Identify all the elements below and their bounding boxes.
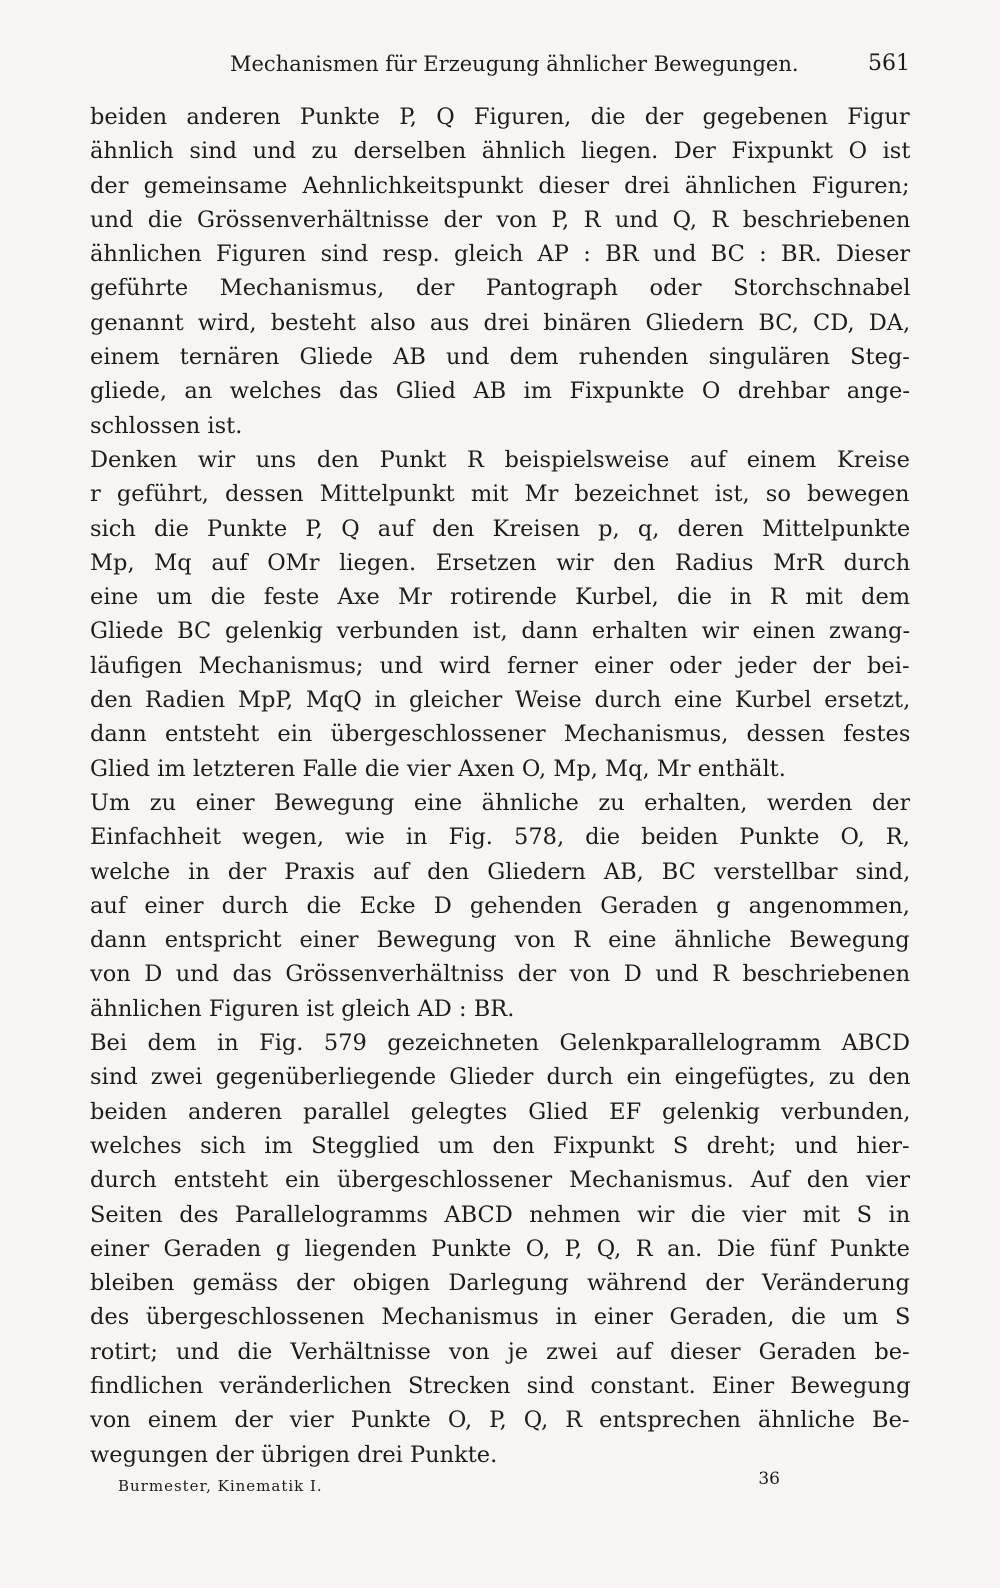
footer-author: Burmester, Kinematik I.	[118, 1477, 323, 1495]
text-line: Mp, Mq auf OMr liegen. Ersetzen wir den Radius MrR durch	[90, 549, 910, 576]
text-line: läufigen Mechanismus; und wird ferner einer oder jeder der bei-	[90, 652, 910, 679]
text-line: einer Geraden g liegenden Punkte O, P, Q, R an. Die fünf Punkte	[90, 1235, 910, 1262]
text-line: Bei dem in Fig. 579 gezeichneten Gelenkparallelogramm ABCD	[90, 1030, 910, 1057]
text-line: Gliede BC gelenkig verbunden ist, dann erhalten wir einen zwang-	[90, 618, 910, 645]
text-line: einem ternären Gliede AB und dem ruhenden singulären Steg-	[90, 344, 910, 371]
text-line: von einem der vier Punkte O, P, Q, R entsprechen ähnliche Be-	[90, 1407, 910, 1434]
text-line: ähnlichen Figuren sind resp. gleich AP : BR und BC : BR. Dieser	[90, 241, 910, 268]
text-line: Glied im letzteren Falle die vier Axen O, Mp, Mq, Mr enthält.	[90, 755, 786, 782]
text-line: bleiben gemäss der obigen Darlegung während der Veränderung	[90, 1270, 910, 1297]
text-line: genannt wird, besteht also aus drei binären Gliedern BC, CD, DA,	[90, 309, 910, 336]
text-line: Denken wir uns den Punkt R beispielsweise auf einem Kreise	[90, 446, 910, 473]
text-line: sind zwei gegenüberliegende Glieder durch ein eingefügtes, zu den	[90, 1064, 910, 1091]
text-line: beiden anderen Punkte P, Q Figuren, die der gegebenen Figur	[90, 104, 910, 130]
text-line: ähnlichen Figuren ist gleich AD : BR.	[90, 995, 515, 1022]
text-line: gliede, an welches das Glied AB im Fixpunkte O drehbar ange-	[90, 378, 910, 405]
text-line: geführte Mechanismus, der Pantograph oder Storchschnabel	[90, 275, 910, 302]
text-line: Um zu einer Bewegung eine ähnliche zu erhalten, werden der	[90, 789, 910, 816]
text-line: ähnlich sind und zu derselben ähnlich liegen. Der Fixpunkt O ist	[90, 138, 910, 165]
text-line: welches sich im Stegglied um den Fixpunkt S dreht; und hier-	[90, 1132, 910, 1159]
signature-mark: 36	[758, 1469, 780, 1489]
text-line: sich die Punkte P, Q auf den Kreisen p, q, deren Mittelpunkte	[90, 515, 910, 542]
text-line: den Radien MpP, MqQ in gleicher Weise durch eine Kurbel ersetzt,	[90, 687, 910, 714]
text-line: Einfachheit wegen, wie in Fig. 578, die beiden Punkte O, R,	[90, 824, 910, 851]
body-text	[90, 100, 910, 1472]
text-line: r geführt, dessen Mittelpunkt mit Mr bezeichnet ist, so bewegen	[90, 481, 910, 508]
text-line: welche in der Praxis auf den Gliedern AB, BC verstellbar sind,	[90, 858, 910, 885]
page-number: 561	[868, 51, 910, 76]
text-line: dann entspricht einer Bewegung von R eine ähnliche Bewegung	[90, 927, 910, 954]
running-title: Mechanismen für Erzeugung ähnlicher Bewegungen.	[230, 52, 799, 76]
text-line: durch entsteht ein übergeschlossener Mechanismus. Auf den vier	[90, 1167, 910, 1194]
text-line: beiden anderen parallel gelegtes Glied EF gelenkig verbunden,	[90, 1098, 910, 1125]
text-line: und die Grössenverhältnisse der von P, R und Q, R beschriebenen	[90, 206, 910, 233]
text-line: schlossen ist.	[90, 412, 243, 439]
text-line: dann entsteht ein übergeschlossener Mechanismus, dessen festes	[90, 721, 910, 748]
text-line: auf einer durch die Ecke D gehenden Geraden g angenommen,	[90, 892, 910, 919]
page-footer	[118, 1469, 780, 1499]
text-line: wegungen der übrigen drei Punkte.	[90, 1441, 498, 1468]
text-line: der gemeinsame Aehnlichkeitspunkt dieser drei ähnlichen Figuren;	[90, 172, 910, 199]
text-line: des übergeschlossenen Mechanismus in einer Geraden, die um S	[90, 1304, 910, 1331]
text-line: eine um die feste Axe Mr rotirende Kurbel, die in R mit dem	[90, 584, 910, 611]
text-line: findlichen veränderlichen Strecken sind constant. Einer Bewegung	[90, 1372, 910, 1399]
text-line: Seiten des Parallelogramms ABCD nehmen wir die vier mit S in	[90, 1201, 910, 1228]
text-line: rotirt; und die Verhältnisse von je zwei auf dieser Geraden be-	[90, 1338, 910, 1365]
text-line: von D und das Grössenverhältniss der von D und R beschriebenen	[90, 961, 910, 988]
page-header	[90, 44, 910, 84]
